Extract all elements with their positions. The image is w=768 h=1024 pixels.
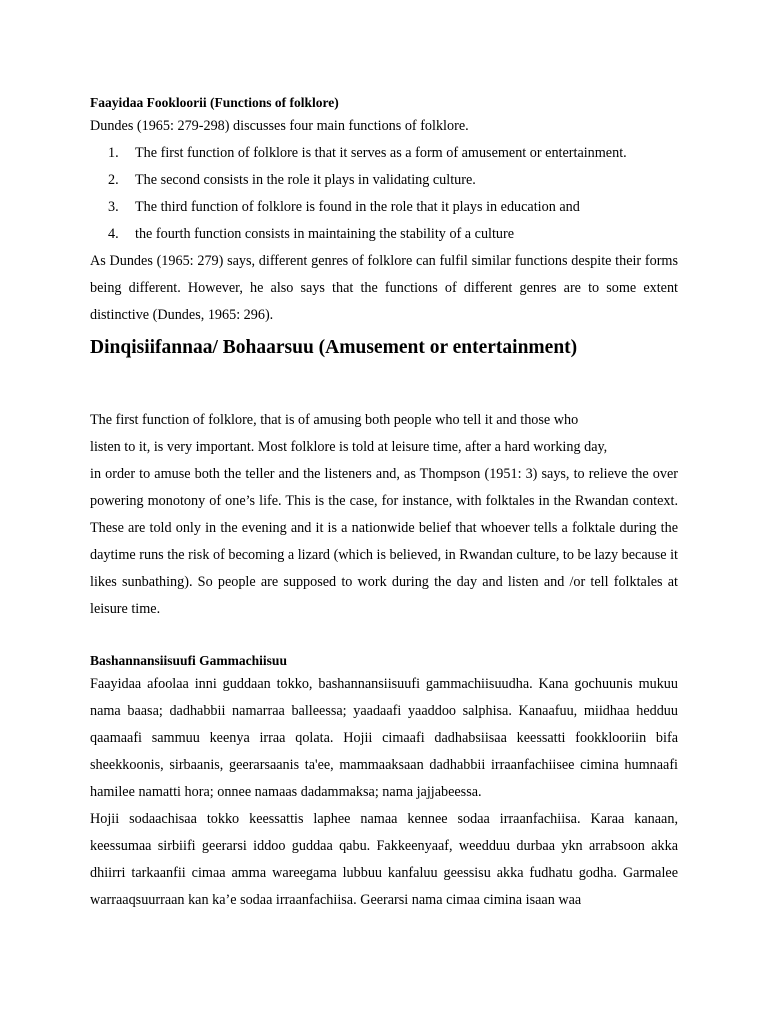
spacer [90, 363, 678, 407]
spacer [90, 623, 678, 651]
list-number: 3. [108, 199, 119, 215]
list-item-text: The first function of folklore is that it serves as a form of amusement or entertainment. [135, 145, 627, 161]
amusement-line-2: listen to it, is very important. Most folklore is told at leisure time, after a hard working day, [90, 439, 608, 455]
list-item-text: The third function of folklore is found in the role that it plays in education and [135, 199, 580, 215]
list-item [90, 167, 678, 194]
section-heading-functions: Faayidaa Fookloorii (Functions of folklore) [90, 95, 339, 110]
oromo-paragraph-2: Hojii sodaachisaa tokko keessattis laphee namaa kennee sodaa irraanfachiisa. Karaa kanaan, keessumaa sirbiifi geerarsi iddoo guddaa qabu. Fakkeenyaaf, weedduu durbaa ykn arrabsoon akka dhiirri tarkaanfii cimaa amma wareegama lubbuu kanfaluu geessisu akka fudhatu godha. Garmalee warraaqsuurraan kan ka’e sodaa irraanfachiisa. Geerarsi nama cimaa cimina isaan waa [90, 811, 678, 908]
amusement-line-1: The first function of folklore, that is of amusing both people who tell it and those who [90, 412, 579, 428]
oromo-paragraph-1: Faayidaa afoolaa inni guddaan tokko, bashannansiisuufi gammachiisuudha. Kana gochuunis mukuu nama baasa; dadhabbii namarraa balleessa; yaadaafi yaaddoo salphisa. Kanaafuu, miidhaa hedduu qaamaafi sammuu keenya irraa qolata. Hojii cimaafi dadhabsiisaa keessatti fookklooriin bifa sheekkoonis, sirbaanis, geerarsaanis ta'ee, mammaaksaan dadhabbii irraanfachiisee cimina humnaafi hamilee namatti hora; onnee namaas dadammaksa; nama jajjabeessa. [90, 676, 678, 800]
intro-line: Dundes (1965: 279-298) discusses four main functions of folklore. [90, 118, 469, 134]
list-number: 2. [108, 172, 119, 188]
section-heading-amusement: Dinqisiifannaa/ Bohaarsuu (Amusement or entertainment) [90, 337, 578, 358]
list-number: 1. [108, 145, 119, 161]
list-item-text: The second consists in the role it plays in validating culture. [135, 172, 476, 188]
section-heading-bashannansiisuu: Bashannansiisuufi Gammachiisuu [90, 653, 287, 668]
functions-list [90, 140, 678, 248]
list-item [90, 140, 678, 167]
dundes-paragraph: As Dundes (1965: 279) says, different genres of folklore can fulfil similar functions despite their forms being different. However, he also says that the functions of different genres are to some extent distinctive (Dundes, 1965: 296). [90, 253, 678, 323]
amusement-paragraph: in order to amuse both the teller and the listeners and, as Thompson (1951: 3) says, to relieve the over powering monotony of one’s life. This is the case, for instance, with folktales in the Rwandan context. These are told only in the evening and it is a nationwide belief that whoever tells a folktale during the daytime runs the risk of becoming a lizard (which is believed, in Rwandan culture, to be lazy because it likes sunbathing). So people are supposed to work during the day and listen and /or tell folktales at leisure time. [90, 466, 678, 617]
list-item [90, 221, 678, 248]
list-number: 4. [108, 226, 119, 242]
list-item-text: the fourth function consists in maintaining the stability of a culture [135, 226, 515, 242]
document-page [90, 93, 678, 914]
list-item [90, 194, 678, 221]
